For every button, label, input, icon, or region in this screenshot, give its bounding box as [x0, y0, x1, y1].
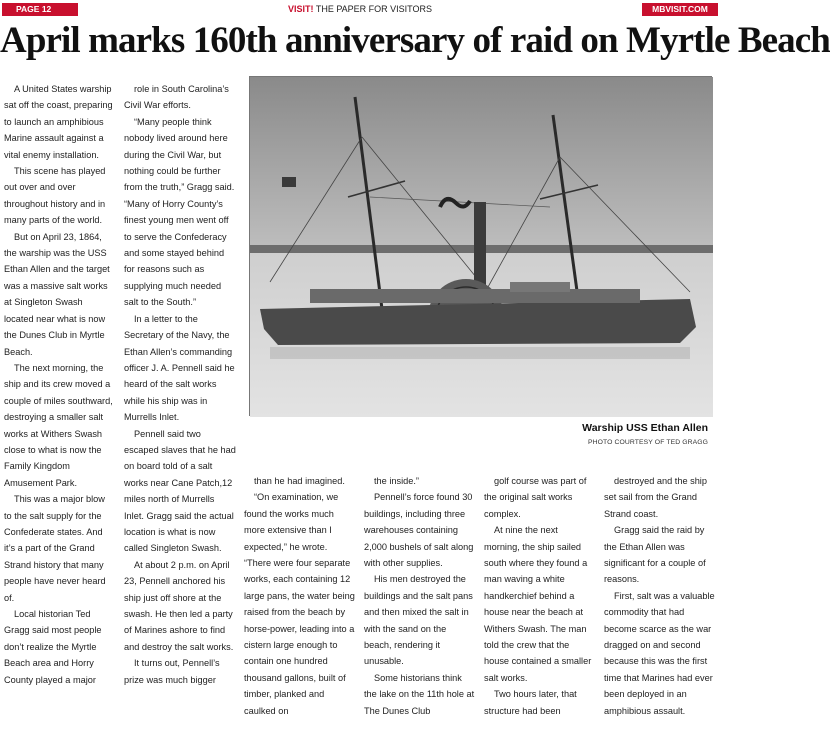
site-url: MBVISIT.COM	[652, 4, 708, 14]
article-column-5	[484, 473, 596, 719]
tagline: THE PAPER FOR VISITORS	[315, 4, 433, 14]
article-column-6	[604, 473, 716, 719]
article-paragraph: His men destroyed the buildings and the salt pans and then mixed the salt in with the sand on the beach, rendering it unusable.	[364, 574, 473, 667]
page-number: PAGE 12	[16, 4, 52, 14]
article-paragraph: than he had imagined.	[254, 476, 345, 486]
running-header	[0, 3, 720, 16]
site-url-tab	[642, 3, 718, 16]
article-paragraph: golf course was part of the original salt works complex.	[484, 476, 587, 519]
article-column-3	[244, 473, 356, 719]
article-paragraph: Pennell’s force found 30 buildings, including three warehouses containing 2,000 bushels of salt along with other supplies.	[364, 492, 474, 569]
article-paragraph: “On examination, we found the works much more extensive than I expected,” he wrote. “There were four separate works, each containing 12 large pans, the water being raised from the beach by horse-power, leading into a cistern large enough to contain one hundred thousand gallons, built of timber, planked and caulked on	[244, 492, 355, 716]
article-paragraph: Two hours later, that structure had been	[484, 689, 577, 716]
article-column-1	[4, 81, 114, 688]
article-column-4	[364, 473, 476, 719]
ship-photo	[249, 76, 712, 416]
headline: April marks 160th anniversary of raid on Myrtle Beach	[0, 20, 830, 61]
article-paragraph: destroyed and the ship set sail from the Grand Strand coast.	[604, 476, 707, 519]
article-paragraph: Pennell said two escaped slaves that he had on board told of a salt works near Cane Patch,12 miles north of Murrells Inlet. Gragg said the actual location is what is now called Singleton Swash.	[124, 428, 236, 554]
article-paragraph: role in South Carolina’s Civil War efforts.	[124, 84, 229, 111]
article-paragraph: This scene has played out over and over throughout history and in many parts of the world.	[4, 166, 106, 226]
article-paragraph: the inside.”	[374, 476, 419, 486]
article-paragraph: First, salt was a valuable commodity that had become scarce as the war dragged on and second because this was the first time that Marines had ever been deployed in an amphibious assault.	[604, 590, 715, 716]
article-paragraph: This was a major blow to the salt supply for the Confederate states. And it’s a part of the Grand Strand history that many people have never heard of.	[4, 494, 106, 603]
article-paragraph: Some historians think the lake on the 11th hole at The Dunes Club	[364, 672, 475, 716]
article-paragraph: “Many people think nobody lived around here during the Civil War, but nothing could be further from the truth,” Gragg said. “Many of Horry County’s finest young men went off to serve the Confederacy and some stayed behind for reasons such as supplying much needed salt to the South.”	[124, 116, 235, 308]
article-paragraph: At nine the next morning, the ship sailed south where they found a man waving a white handkerchief behind a house near the beach at Withers Swash. The man told the crew that the house contained a smaller salt works.	[484, 525, 592, 683]
article-column-2	[124, 81, 236, 688]
photo-caption: Warship USS Ethan Allen	[582, 422, 708, 434]
article-paragraph: But on April 23, 1864, the warship was the USS Ethan Allen and the target was a massive salt works at Singleton Swash located near what is now the Dunes Club in Myrtle Beach.	[4, 231, 110, 357]
article-paragraph: A United States warship sat off the coast, preparing to launch an amphibious Marine assault against a vital enemy installation.	[4, 84, 113, 160]
brand-name: VISIT!	[287, 4, 314, 14]
article-paragraph: Gragg said the raid by the Ethan Allen was significant for a couple of reasons.	[604, 525, 706, 585]
article-paragraph: It turns out, Pennell’s prize was much bigger	[124, 658, 220, 685]
article-paragraph: The next morning, the ship and its crew moved a couple of miles southward, destroying a smaller salt works at Withers Swash close to what is now the Family Kingdom Amusement Park.	[4, 362, 113, 488]
article-paragraph: Local historian Ted Gragg said most people don’t realize the Myrtle Beach area and Horry County played a major	[4, 609, 102, 685]
article-paragraph: At about 2 p.m. on April 23, Pennell anchored his ship just off shore at the swash. He then led a party of Marines ashore to find and destroy the salt works.	[124, 559, 234, 652]
ship-photo-illustration	[250, 77, 713, 417]
photo-credit: PHOTO COURTESY OF TED GRAGG	[587, 439, 708, 446]
article-paragraph: In a letter to the Secretary of the Navy, the Ethan Allen’s commanding officer J. A. Pennell said he heard of the salt works while his ship was in Murrells Inlet.	[124, 313, 235, 423]
